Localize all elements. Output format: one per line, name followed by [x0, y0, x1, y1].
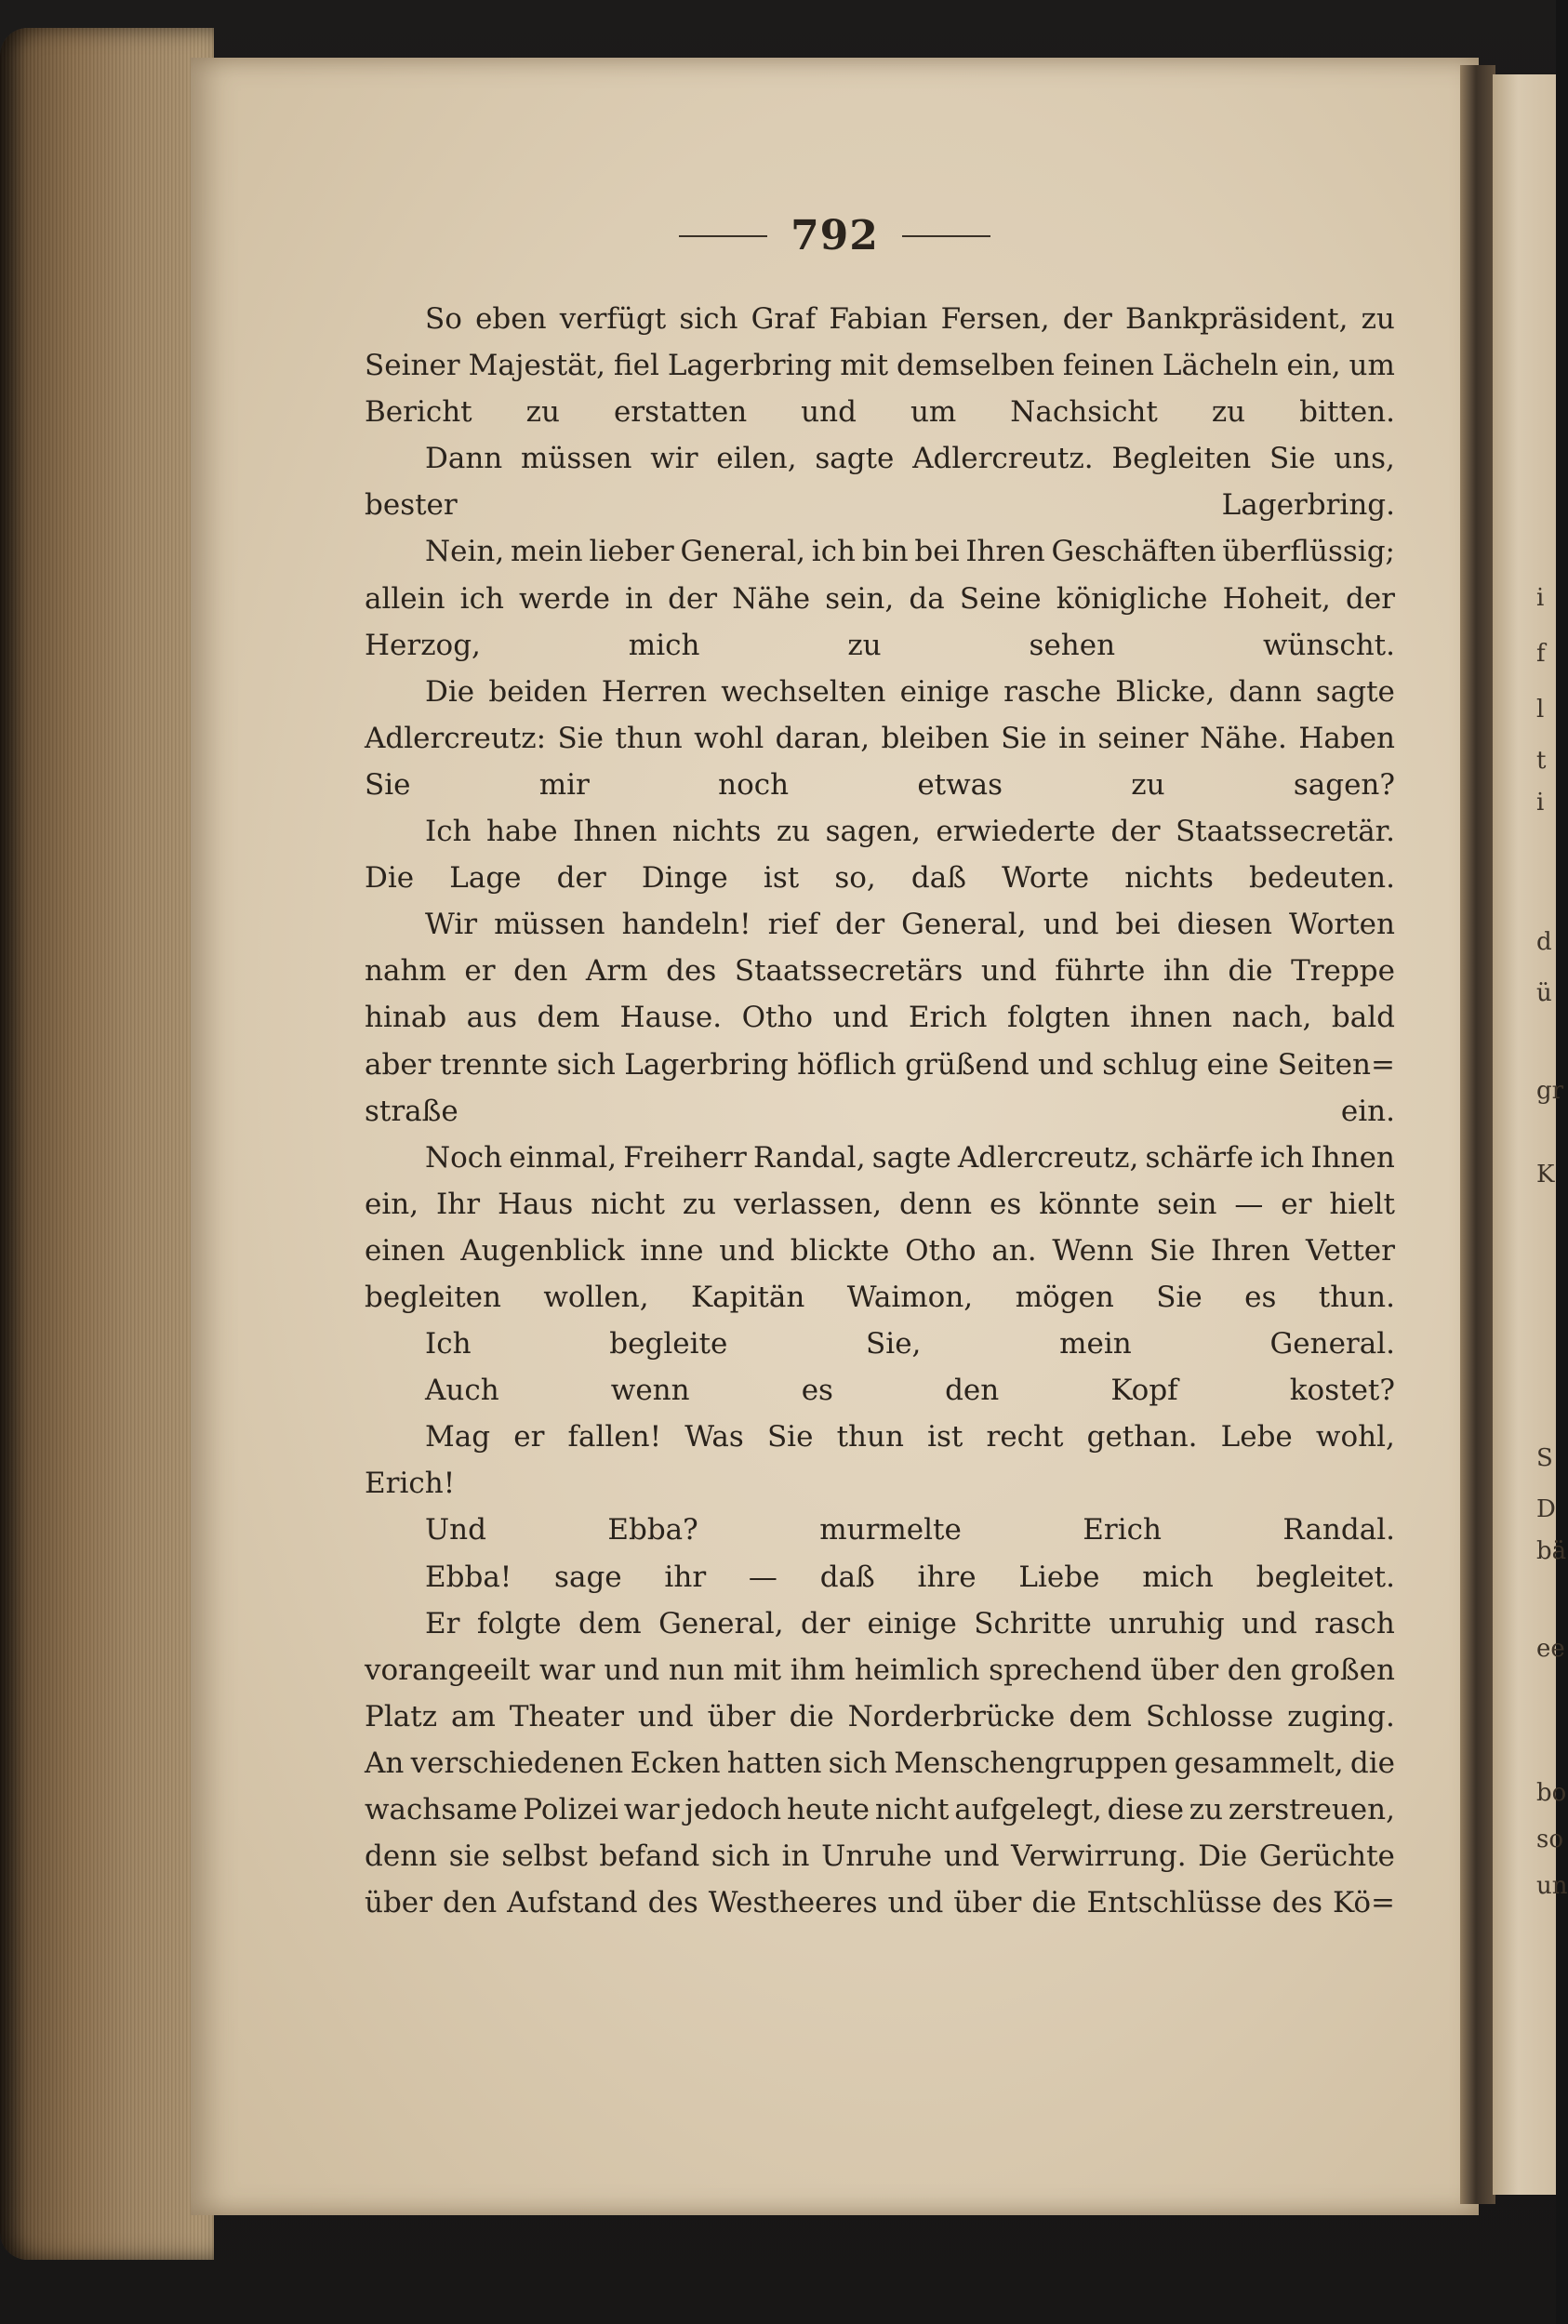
text-line: hinab aus dem Hause. Otho und Erich folgten ihnen nach, bald — [365, 1001, 1395, 1035]
page-number: 792 — [791, 212, 879, 259]
header-rule-right — [902, 235, 990, 237]
text-line: Dann müssen wir eilen, sagte Adlercreutz. Begleiten Sie uns, — [425, 442, 1395, 476]
page-header — [191, 212, 1479, 259]
text-line: Ich begleite Sie, mein General. — [425, 1327, 1395, 1361]
text-line: Seiner Majestät, fiel Lagerbring mit demselben feinen Lächeln ein, um — [365, 349, 1395, 383]
paragraph — [365, 669, 1395, 808]
text-line: Er folgte dem General, der einige Schritte unruhig und rasch — [425, 1606, 1395, 1640]
text-line: allein ich werde in der Nähe sein, da Seine königliche Hoheit, der — [365, 581, 1395, 616]
right-page-fragment: t — [1536, 747, 1547, 775]
right-page-fragment: un — [1536, 1872, 1568, 1900]
text-line: Auch wenn es den Kopf kostet? — [425, 1374, 1395, 1408]
text-line: straße ein. — [365, 1094, 1395, 1128]
right-page-fragment: bä — [1536, 1537, 1567, 1565]
body-text — [365, 296, 1395, 1926]
right-page-fragment: D — [1536, 1495, 1556, 1523]
text-line: Mag er fallen! Was Sie thun ist recht gethan. Lebe wohl, — [425, 1420, 1395, 1454]
text-line: über den Aufstand des Westheeres und über die Entschlüsse des Kö= — [365, 1886, 1395, 1920]
paragraph — [365, 901, 1395, 1134]
right-page-fragment: ee — [1536, 1635, 1565, 1663]
paragraph — [365, 1321, 1395, 1367]
paragraph — [365, 296, 1395, 435]
paragraph — [365, 1554, 1395, 1600]
text-line: Und Ebba? murmelte Erich Randal. — [425, 1513, 1395, 1547]
book-gutter — [1460, 65, 1495, 2204]
right-page-fragment: l — [1536, 696, 1545, 724]
text-line: einen Augenblick inne und blickte Otho an. Wenn Sie Ihren Vetter — [365, 1233, 1395, 1268]
text-line: Erich! — [365, 1467, 456, 1501]
text-line: Sie mir noch etwas zu sagen? — [365, 767, 1395, 802]
text-line: ein, Ihr Haus nicht zu verlassen, denn es könnte sein — er hielt — [365, 1187, 1395, 1221]
right-page-fragment: bo — [1536, 1779, 1567, 1807]
text-line: Wir müssen handeln! rief der General, und bei diesen Worten — [425, 908, 1395, 942]
right-page-fragment: i — [1536, 789, 1545, 817]
right-page-fragment: i — [1536, 584, 1545, 612]
paragraph — [365, 435, 1395, 528]
text-line: Bericht zu erstatten und um Nachsicht zu bitten. — [365, 395, 1395, 430]
right-page-fragment: ü — [1536, 979, 1552, 1007]
text-line: begleiten wollen, Kapitän Waimon, mögen Sie es thun. — [365, 1280, 1395, 1314]
right-page-fragment: gr — [1536, 1077, 1564, 1105]
paragraph — [365, 1135, 1395, 1321]
right-page-fragment: S — [1536, 1444, 1553, 1472]
text-line: So eben verfügt sich Graf Fabian Fersen, der Bankpräsident, zu — [425, 302, 1395, 336]
right-page-fragment: K — [1536, 1161, 1555, 1189]
text-line: Ich habe Ihnen nichts zu sagen, erwiederte der Staatssecretär. — [425, 815, 1395, 849]
text-line: Platz am Theater und über die Norderbrücke dem Schlosse zuging. — [365, 1699, 1395, 1733]
paragraph — [365, 1600, 1395, 1927]
paragraph — [365, 1507, 1395, 1553]
page-edges — [0, 28, 214, 2260]
text-line: wachsame Polizei war jedoch heute nicht aufgelegt, diese zu zerstreuen, — [365, 1793, 1395, 1826]
text-line: vorangeeilt war und nun mit ihm heimlich sprechend über den großen — [365, 1653, 1395, 1687]
text-line: bester Lagerbring. — [365, 488, 1395, 523]
paragraph — [365, 1367, 1395, 1414]
text-line: Herzog, mich zu sehen wünscht. — [365, 628, 1395, 662]
paragraph — [365, 808, 1395, 901]
text-line: Nein, mein lieber General, ich bin bei Ihren Geschäften überflüssig; — [425, 535, 1395, 569]
header-rule-left — [679, 235, 767, 237]
text-line: An verschiedenen Ecken hatten sich Menschengruppen gesammelt, die — [365, 1746, 1395, 1780]
text-line: nahm er den Arm des Staatssecretärs und führte ihn die Treppe — [365, 954, 1395, 989]
text-line: Adlercreutz: Sie thun wohl daran, bleiben Sie in seiner Nähe. Haben — [365, 721, 1395, 755]
text-line: Die beiden Herren wechselten einige rasche Blicke, dann sagte — [425, 674, 1395, 709]
paragraph — [365, 528, 1395, 668]
right-page-fragment: so — [1536, 1826, 1563, 1853]
right-page-fragment: f — [1536, 640, 1546, 668]
paragraph — [365, 1414, 1395, 1507]
right-page-fragment: d — [1536, 928, 1552, 956]
text-line: Ebba! sage ihr — daß ihre Liebe mich begleitet. — [425, 1560, 1395, 1594]
text-line: denn sie selbst befand sich in Unruhe und Verwirrung. Die Gerüchte — [365, 1839, 1395, 1874]
text-line: Noch einmal, Freiherr Randal, sagte Adlercreutz, schärfe ich Ihnen — [425, 1140, 1395, 1175]
text-line: Die Lage der Dinge ist so, daß Worte nichts bedeuten. — [365, 861, 1395, 896]
text-line: aber trennte sich Lagerbring höflich grüßend und schlug eine Seiten= — [365, 1047, 1395, 1082]
